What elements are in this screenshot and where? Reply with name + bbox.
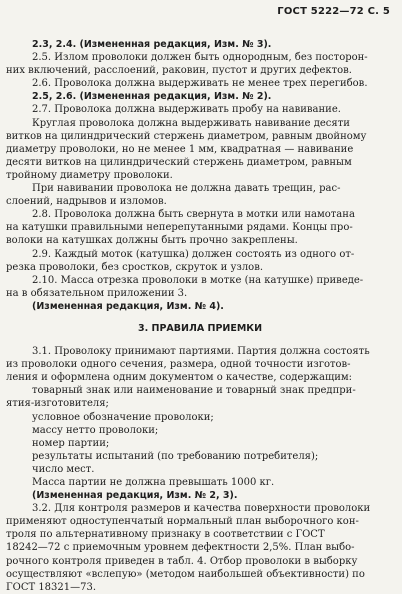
- text-line: 2.3, 2.4. (Измененная редакция, Изм. № 3).: [32, 39, 272, 50]
- text-line: (Измененная редакция, Изм. № 2, 3).: [32, 490, 238, 502]
- text-line: 2.7. Проволока должна выдерживать пробу на навивание.: [32, 104, 341, 116]
- text-line: на катушки правильными неперепутанными рядами. Концы про-: [6, 222, 353, 234]
- text-line: 2.8. Проволока должна быть свернута в мотки или намотана: [32, 209, 355, 221]
- text-line: из проволоки одного сечения, размера, одной точности изготов-: [6, 359, 351, 371]
- text-line: 18242—72 с приемочным уровнем дефектности 2,5%. План выбо-: [6, 542, 355, 554]
- text-line: массу нетто проволоки;: [32, 424, 159, 436]
- text-line: Масса партии не должна превышать 1000 кг.: [32, 477, 275, 488]
- text-line: 2.9. Каждый моток (катушка) должен состоять из одного от-: [32, 248, 355, 260]
- text-line: товарный знак или наименование и товарный знак предпри-: [32, 385, 356, 397]
- text-line: рочного контроля приведен в табл. 4. Отбор проволоки в выборку: [6, 555, 358, 567]
- text-line: результаты испытаний (по требованию потребителя);: [32, 450, 319, 462]
- text-line: волоки на катушках должны быть прочно закреплены.: [6, 235, 298, 247]
- text-line: осуществляют «вслепую» (методом наибольшей объективности) по: [6, 568, 365, 580]
- text-line: применяют одноступенчатый нормальный план выборочного кон-: [6, 516, 359, 528]
- text-line: ятия-изготовителя;: [6, 398, 109, 410]
- text-line: на в обязательном приложении 3.: [6, 287, 188, 299]
- text-line: 3.1. Проволоку принимают партиями. Партия должна состоять: [32, 346, 370, 358]
- text-line: условное обозначение проволоки;: [32, 411, 214, 423]
- text-line: 2.6. Проволока должна выдерживать не менее трех перегибов.: [32, 78, 368, 90]
- text-line: тройному диаметру проволоки.: [6, 169, 173, 181]
- text-line: ления и оформлена одним документом о качестве, содержащим:: [6, 372, 353, 384]
- text-line: 2.5, 2.6. (Измененная редакция, Изм. № 2).: [32, 91, 272, 103]
- text-line: число мест.: [32, 463, 95, 475]
- page-header: ГОСТ 5222—72 С. 5: [277, 6, 390, 17]
- text-line: Круглая проволока должна выдерживать навивание десяти: [32, 117, 350, 129]
- text-line: 2.10. Масса отрезка проволоки в мотке (на катушке) приведе-: [32, 274, 364, 286]
- text-line: десяти витков на цилиндрический стержень диаметром, равным: [6, 156, 352, 168]
- text-line: слоений, надрывов и изломов.: [6, 196, 167, 208]
- document-body: [6, 38, 394, 594]
- section-3-text: [6, 345, 394, 594]
- text-line: троля по альтернативному признаку в соответствии с ГОСТ: [6, 529, 325, 541]
- text-line: номер партии;: [32, 437, 110, 449]
- text-line: 3.2. Для контроля размеров и качества поверхности проволоки: [32, 503, 371, 515]
- text-line: ГОСТ 18321—73.: [6, 581, 97, 593]
- text-line: диаметру проволоки, но не менее 1 мм, квадратная — навивание: [6, 143, 354, 155]
- text-line: При навивании проволока не должна давать трещин, рас-: [32, 183, 341, 195]
- text-line: них включений, расслоений, раковин, пустот и других дефектов.: [6, 65, 352, 77]
- text-line: резка проволоки, без сростков, скруток и узлов.: [6, 261, 264, 273]
- text-line: витков на цилиндрический стержень диаметром, равным двойному: [6, 130, 367, 142]
- text-line: (Измененная редакция, Изм. № 4).: [32, 300, 224, 312]
- section-2-text: [6, 38, 394, 313]
- section-title: 3. ПРАВИЛА ПРИЕМКИ: [137, 322, 263, 334]
- text-line: 2.5. Излом проволоки должен быть однородным, без посторон-: [32, 52, 368, 64]
